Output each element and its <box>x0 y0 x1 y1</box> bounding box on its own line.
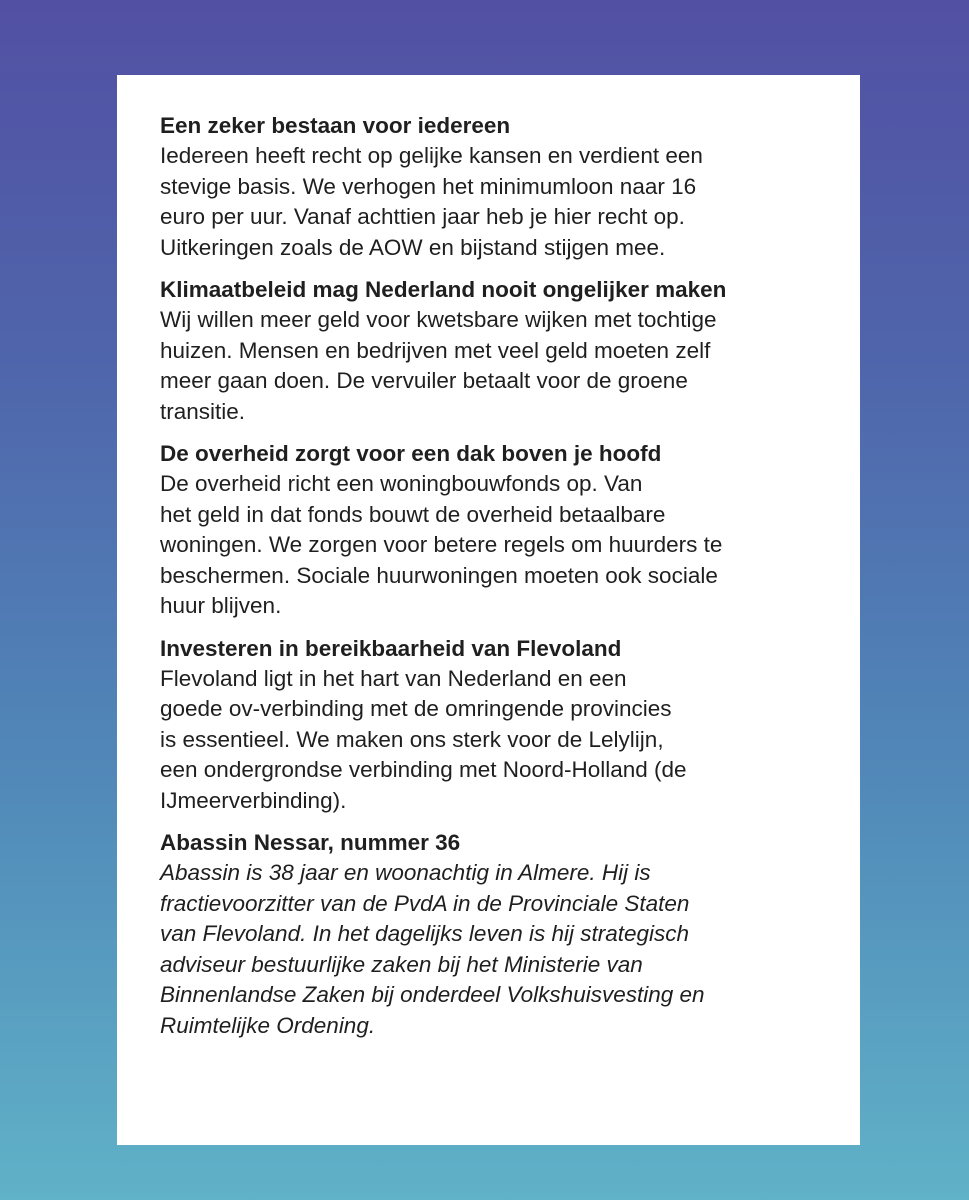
candidate-bio: Abassin is 38 jaar en woonachtig in Almere. Hij is fractievoorzitter van de PvdA in de Provinciale Staten van Flevoland. In het dagelijks leven is hij strategisch adviseur bestuurlijke zaken bij het Ministerie van Binnenlandse Zaken bij onderdeel Volkshuisvesting en Ruimtelijke Ordening. <box>160 860 705 1038</box>
section-body: Iedereen heeft recht op gelijke kansen en verdient een stevige basis. We verhogen het minimumloon naar 16 euro per uur. Vanaf achttien jaar heb je hier recht op. Uitkeringen zoals de AOW en bijstand stijgen mee. <box>160 143 703 260</box>
section-heading: Klimaatbeleid mag Nederland nooit ongelijker maken <box>160 277 727 302</box>
section-body: Wij willen meer geld voor kwetsbare wijken met tochtige huizen. Mensen en bedrijven met veel geld moeten zelf meer gaan doen. De vervuiler betaalt voor de groene transitie. <box>160 307 717 424</box>
section-heading: Investeren in bereikbaarheid van Flevoland <box>160 635 622 661</box>
text-card <box>117 75 860 1145</box>
section-body: De overheid richt een woningbouwfonds op. Van het geld in dat fonds bouwt de overheid betaalbare woningen. We zorgen voor betere regels om huurders te beschermen. Sociale huurwoningen moeten ook sociale huur blijven. <box>160 471 723 618</box>
section-body: Flevoland ligt in het hart van Nederland en een goede ov-verbinding met de omringende provincies is essentieel. We maken ons sterk voor de Lelylijn, een ondergrondse verbinding met Noord-Holland (de IJmeerverbinding). <box>160 665 687 813</box>
section-heading: De overheid zorgt voor een dak boven je hoofd <box>160 441 662 466</box>
section-klimaatbeleid <box>160 275 820 427</box>
candidate-heading: Abassin Nessar, nummer 36 <box>160 830 461 855</box>
section-wonen <box>160 439 820 622</box>
section-candidate <box>160 828 820 1041</box>
section-heading: Een zeker bestaan voor iedereen <box>160 113 511 138</box>
section-zeker-bestaan <box>160 111 820 263</box>
section-bereikbaarheid <box>160 634 820 817</box>
